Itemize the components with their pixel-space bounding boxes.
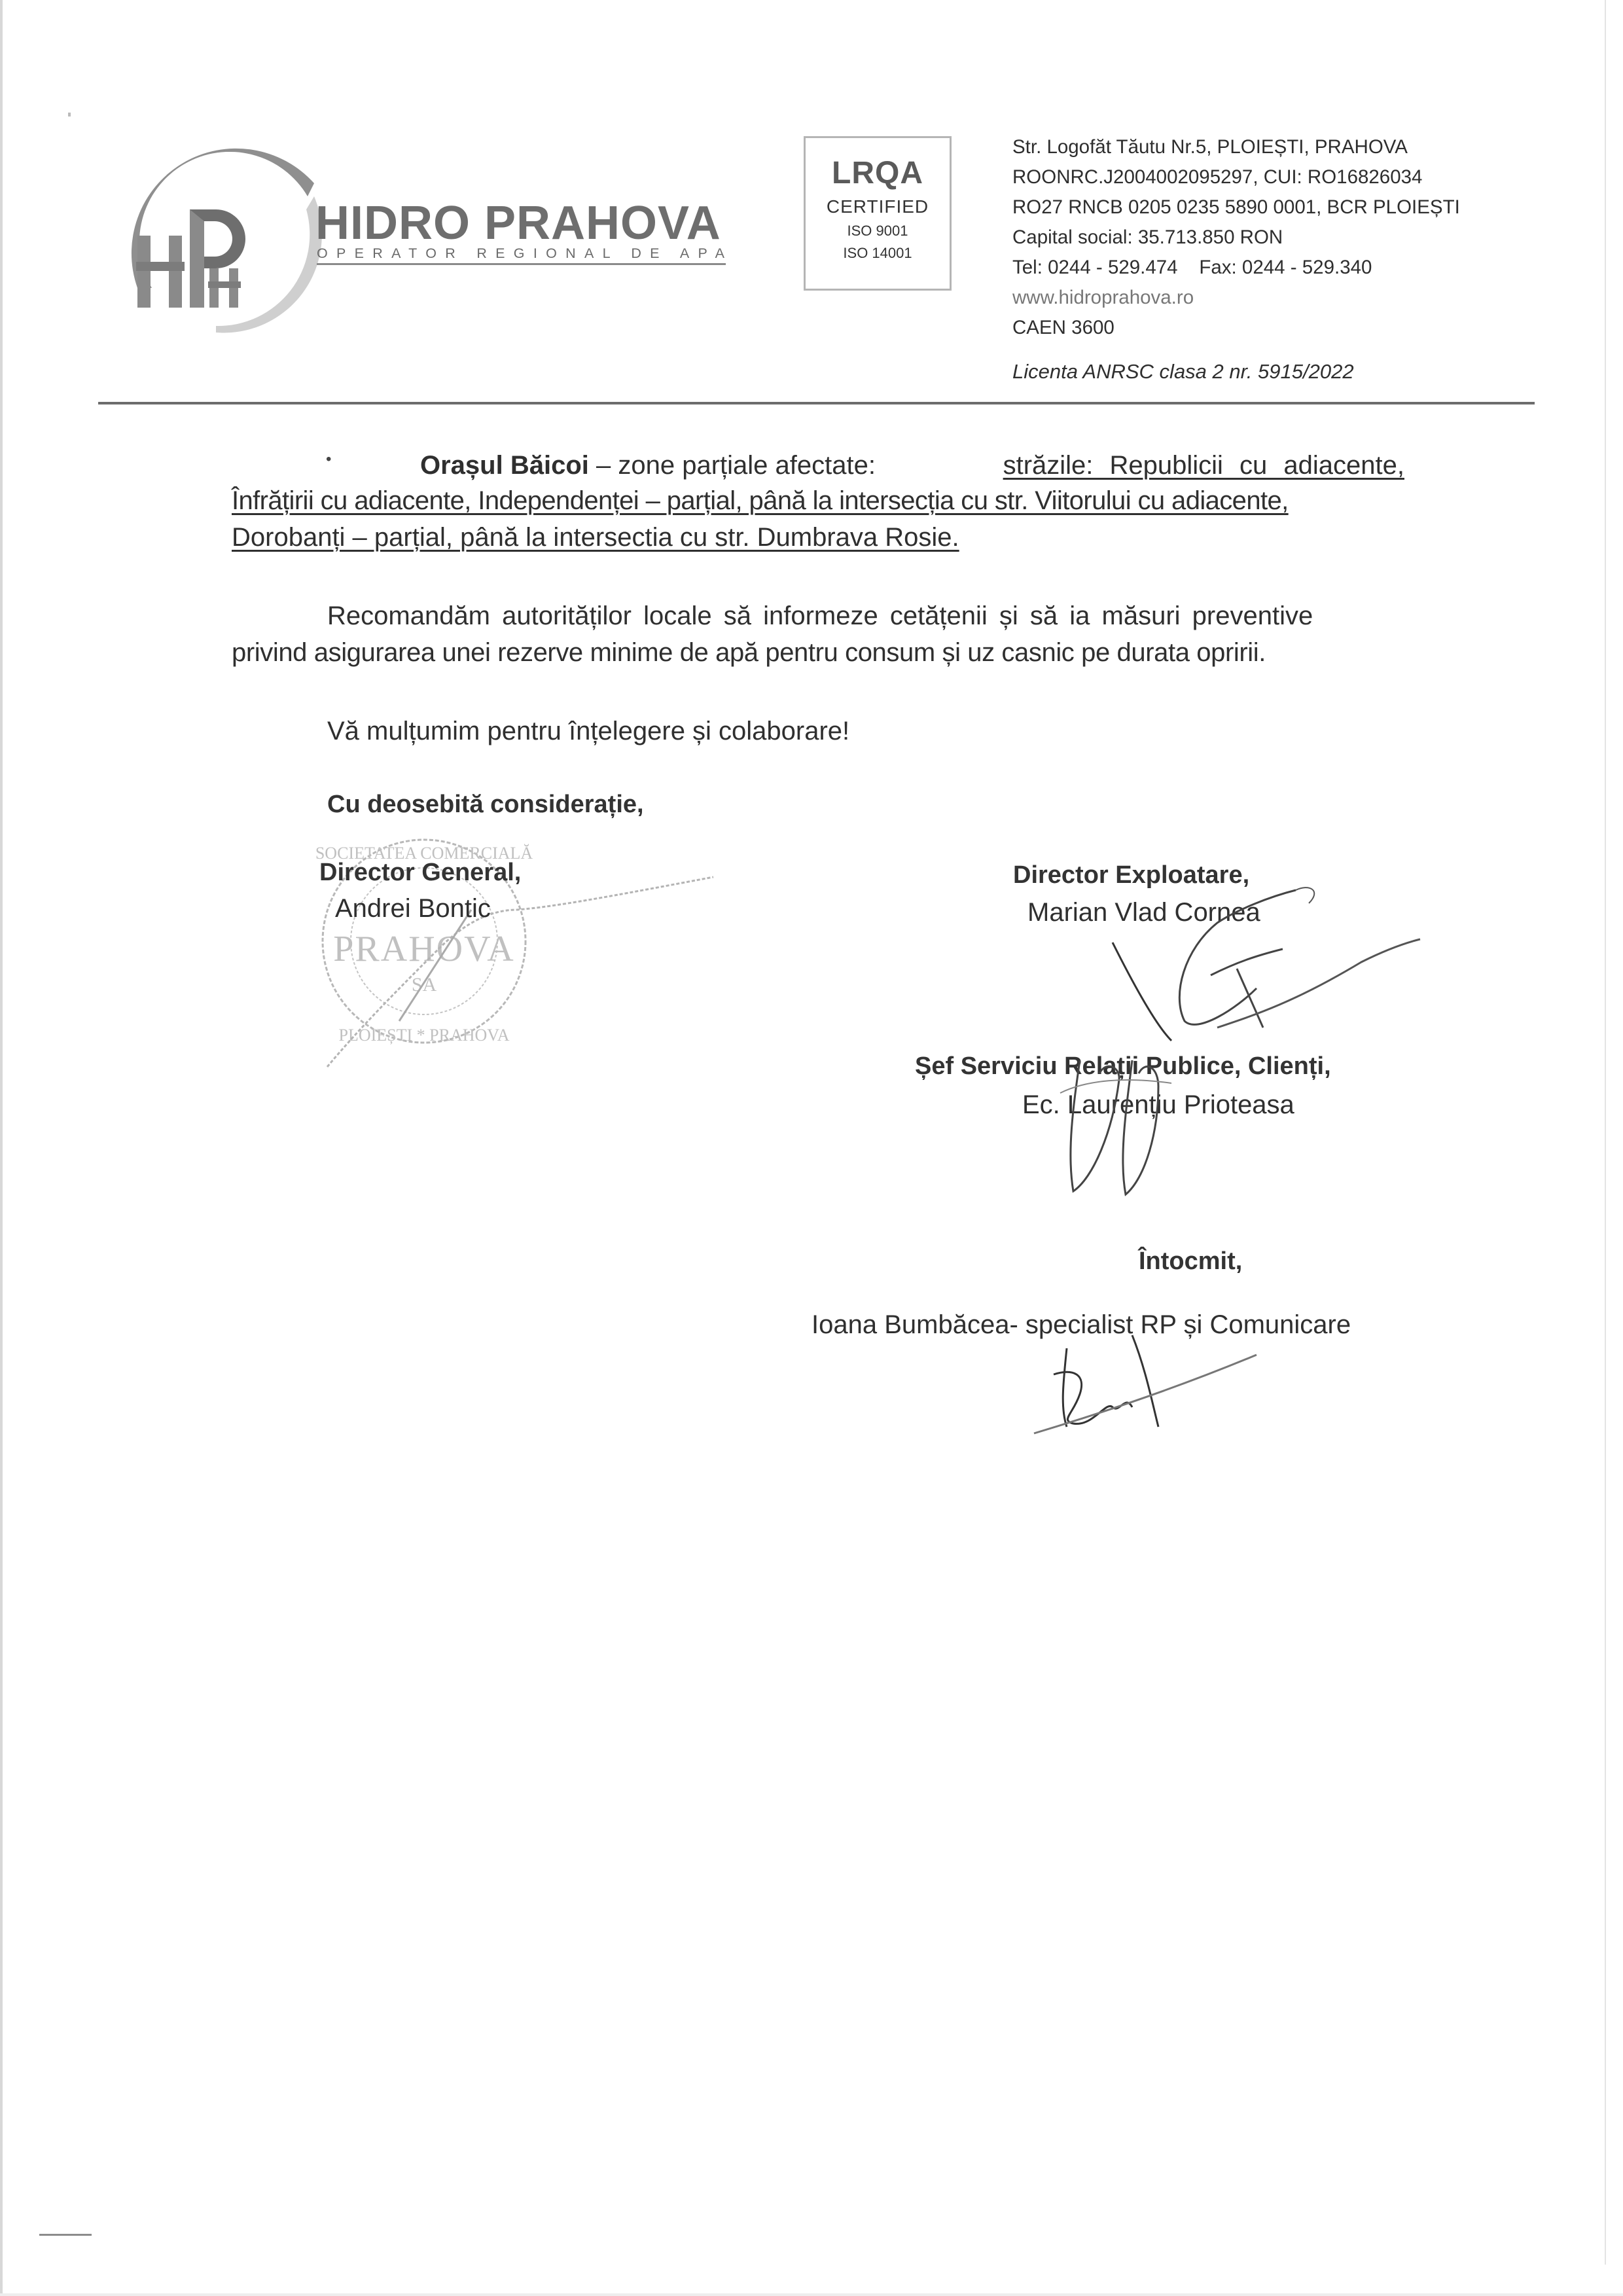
bullet-line-1 [420,449,1404,482]
affected-zones-intro: – zone parțiale afectate: [588,451,883,480]
bullet-icon: • [326,450,332,468]
iso-standard: ISO 14001 [843,245,912,261]
scan-border-left [0,0,3,2296]
intocmit-name: Ioana Bumbăcea- specialist RP și Comunicare [812,1310,1351,1339]
director-general-title: Director General, [319,859,522,886]
company-capital: Capital social: 35.713.850 RON [1012,226,1283,248]
scan-border-bottom [0,2293,1623,2296]
license-info: Licenta ANRSC clasa 2 nr. 5915/2022 [1012,360,1354,383]
scan-border-right [1605,0,1606,2265]
svg-text:PRAHOVA: PRAHOVA [333,929,515,969]
bullet-line-3: Dorobanți – parțial, până la intersectia cu str. Dumbrava Rosie. [232,523,959,552]
certified-label: CERTIFIED [826,196,929,217]
svg-text:PLOIEȘTI * PRAHOVA: PLOIEȘTI * PRAHOVA [338,1026,510,1045]
company-address: Str. Logofăt Tăutu Nr.5, PLOIEȘTI, PRAHOVA [1012,136,1408,158]
sef-serviciu-title: Șef Serviciu Relații Publice, Clienți, [915,1052,1331,1080]
logo-monogram: HPH [118,137,120,138]
company-caen: CAEN 3600 [1012,317,1115,338]
director-exploatare-title: Director Exploatare, [1013,861,1250,889]
svg-text:SOCIETATEA COMERCIALĂ: SOCIETATEA COMERCIALĂ [315,844,533,863]
svg-text:SA: SA [411,974,437,996]
iso-standard: ISO 9001 [847,223,908,239]
company-info [1012,132,1460,343]
thanks-text: Vă mulțumim pentru înțelegere și colaborare! [327,717,850,745]
sef-serviciu-signature [1047,1054,1204,1204]
header-divider [98,402,1535,404]
locality-name: Orașul Băicoi [420,451,589,480]
recommendation-line-1: Recomandăm autorităților locale să informeze cetățenii și să ia măsuri preventive [327,601,1313,630]
certification-badge [804,136,952,291]
intocmit-title: Întocmit, [1139,1247,1243,1275]
director-general-name: Andrei Bontic [335,894,491,923]
director-exploatare-signature [1021,877,1427,1047]
brand-tagline: OPERATOR REGIONAL DE APA [317,245,734,261]
company-website-link[interactable]: www.hidroprahova.ro [1012,287,1194,308]
company-bank-account: RO27 RNCB 0205 0235 5890 0001, BCR PLOIEȘTI [1012,196,1460,218]
scan-mark [39,2234,92,2236]
affected-streets-start: străzile: Republicii cu adiacente, [1003,451,1404,480]
intocmit-signature [1034,1335,1270,1440]
recommendation-line-2: privind asigurarea unei rezerve minime de apă pentru consum și uz casnic pe durata opririi. [232,638,1266,667]
company-registration: ROONRC.J2004002095297, CUI: RO16826034 [1012,166,1423,188]
hidro-prahova-logo-icon [118,137,340,334]
brand-name: HIDRO PRAHOVA [315,197,721,249]
lrqa-logo: LRQA [832,156,923,190]
closing-text: Cu deosebită considerație, [327,791,644,818]
director-exploatare-name: Marian Vlad Cornea [1027,898,1260,927]
scan-speck [68,113,71,117]
sef-serviciu-name: Ec. Laurențiu Prioteasa [1022,1090,1294,1119]
brand-underline [317,263,726,265]
bullet-line-2: Înfrățirii cu adiacente, Independenței – parțial, până la intersecția cu str. Viitorului cu adiacente, [232,486,1289,515]
company-phone-fax: Tel: 0244 - 529.474 Fax: 0244 - 529.340 [1012,257,1372,278]
